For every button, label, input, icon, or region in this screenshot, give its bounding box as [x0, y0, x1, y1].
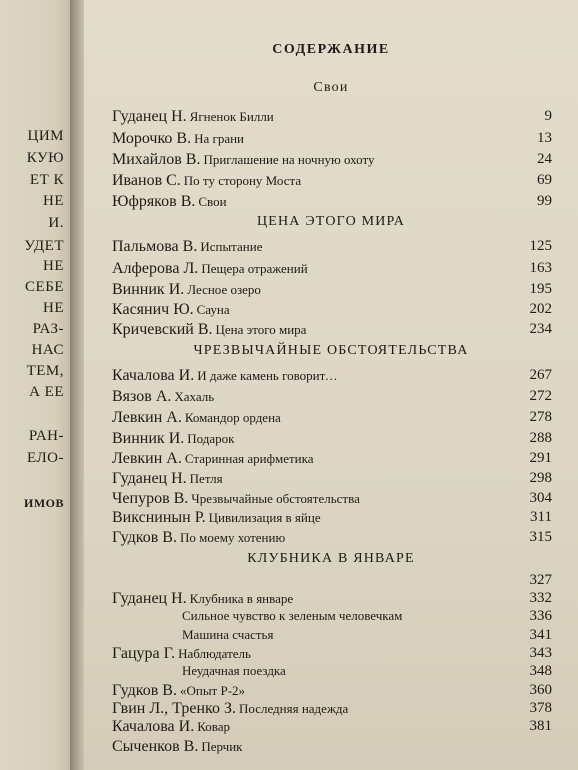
entry-title: Старинная арифметика [184, 451, 314, 466]
entry-page: 298 [529, 470, 552, 486]
toc-entry [182, 608, 552, 626]
entry-title: Командор ордена [184, 410, 281, 425]
entry-author: Иванов С. [112, 172, 181, 189]
left-text-fragment: ЕЛО- [27, 450, 64, 466]
toc-entry [112, 682, 552, 700]
left-text-fragment: НЕ [43, 300, 64, 316]
left-text-fragment: А ЕЕ [29, 384, 64, 400]
entry-page: 272 [529, 388, 552, 404]
entry-author: Гвин Л., Тренко З. [112, 700, 236, 717]
toc-entry [112, 193, 552, 211]
left-text-fragment: ИМОВ [24, 496, 64, 510]
toc-entry [112, 738, 552, 756]
entry-author: Гудков В. [112, 529, 177, 546]
toc-entry [112, 700, 552, 718]
entry-title: Чрезвычайные обстоятельства [191, 491, 360, 506]
entry-title: Ягненок Билли [189, 109, 274, 124]
entry-title: Неудачная поездка [182, 663, 286, 678]
entry-author: Чепуров В. [112, 490, 189, 507]
entry-dots: ... [325, 368, 339, 383]
left-text-fragment: И. [48, 215, 64, 231]
toc-entry [112, 130, 552, 148]
entry-page: 163 [529, 260, 552, 276]
entry-page: 267 [529, 367, 552, 383]
entry-title: Подарок [187, 431, 235, 446]
toc-entry [182, 663, 552, 681]
toc-entry [112, 108, 552, 126]
left-text-fragment: НЕ [43, 258, 64, 274]
entry-title: «Опыт Р-2» [179, 683, 246, 698]
entry-page: 381 [529, 718, 552, 734]
toc-entry [112, 409, 552, 427]
entry-author: Пальмова В. [112, 238, 198, 255]
toc-entry [112, 529, 552, 547]
entry-title: Машина счастья [182, 627, 274, 642]
entry-page: 311 [530, 509, 552, 525]
entry-page: 332 [529, 590, 552, 606]
entry-title: Цена этого мира [215, 322, 307, 337]
entry-author: Кричевский В. [112, 321, 213, 338]
entry-title: Сауна [196, 302, 230, 317]
toc-entry [112, 321, 552, 339]
entry-page: 378 [529, 700, 552, 716]
entry-title: Клубника в январе [189, 591, 294, 606]
entry-author: Михайлов В. [112, 151, 201, 168]
toc-entry [112, 367, 552, 385]
entry-title: Пещера отражений [201, 261, 308, 276]
toc-entry [112, 645, 552, 663]
left-text-fragment: СЕБЕ [25, 279, 64, 295]
entry-title: По ту сторону Моста [183, 173, 302, 188]
toc-entry [112, 301, 552, 319]
entry-author: Юфряков В. [112, 193, 196, 210]
entry-author: Левкин А. [112, 409, 182, 426]
entry-author: Касянич Ю. [112, 301, 194, 318]
toc-entry [112, 238, 552, 256]
toc-entry [182, 627, 552, 645]
entry-title: Ковар [197, 719, 230, 734]
contents-page [84, 0, 578, 770]
entry-author: Качалова И. [112, 718, 195, 735]
toc-entry [112, 572, 552, 590]
entry-author: Гуданец Н. [112, 108, 187, 125]
toc-entry [112, 450, 552, 468]
toc-entry [112, 151, 552, 169]
entry-page: 202 [529, 301, 552, 317]
entry-title: Сильное чувство к зеленым человечкам [182, 608, 403, 623]
entry-page: 343 [529, 645, 552, 661]
section-title: ЧРЕЗВЫЧАЙНЫЕ ОБСТОЯТЕЛЬСТВА [193, 343, 469, 358]
entry-title: Испытание [200, 239, 263, 254]
entry-page: 348 [529, 663, 552, 679]
entry-page: 234 [529, 321, 552, 337]
entry-author: Винник И. [112, 430, 185, 447]
toc-entry [112, 470, 552, 488]
toc-entry [112, 509, 552, 527]
entry-author: Гуданец Н. [112, 590, 187, 607]
entry-author: Викснинын Р. [112, 509, 206, 526]
entry-author: Винник И. [112, 281, 185, 298]
entry-title: Петля [189, 471, 223, 486]
entry-page: 291 [529, 450, 552, 466]
entry-title: Цивилизация в яйце [208, 510, 321, 525]
entry-author: Морочко В. [112, 130, 192, 147]
entry-title: Наблюдатель [178, 646, 251, 661]
entry-title: Последняя надежда [238, 701, 349, 716]
left-text-fragment: УДЕТ [24, 238, 64, 254]
left-text-fragment: КУЮ [26, 150, 64, 166]
entry-page: 24 [537, 151, 552, 167]
entry-author: Вязов А. [112, 388, 172, 405]
left-text-fragment: НАС [31, 342, 64, 358]
entry-author: Гуданец Н. [112, 470, 187, 487]
entry-author: Левкин А. [112, 450, 182, 467]
toc-entry [112, 260, 552, 278]
left-text-fragment: ЦИМ [27, 128, 64, 144]
section-title: ЦЕНА ЭТОГО МИРА [256, 214, 406, 229]
entry-title: Приглашение на ночную охоту [203, 152, 375, 167]
left-text-fragment: ТЕМ, [26, 363, 64, 379]
entry-author: Гацура Г. [112, 645, 176, 662]
entry-page: 341 [529, 627, 552, 643]
entry-author: Гудков В. [112, 682, 177, 699]
toc-entry [112, 388, 552, 406]
entry-title: И даже камень говорит [197, 368, 326, 383]
entry-title: Перчик [201, 739, 243, 754]
book-gutter [70, 0, 84, 770]
section-title: Свои [313, 80, 349, 95]
left-text-fragment: ЕТ К [29, 172, 64, 188]
entry-page: 99 [537, 193, 552, 209]
entry-page: 69 [537, 172, 552, 188]
entry-page: 9 [544, 108, 552, 124]
entry-page: 360 [529, 682, 552, 698]
section-title: КЛУБНИКА В ЯНВАРЕ [247, 551, 415, 566]
entry-title: На грани [194, 131, 245, 146]
entry-title: Лесное озеро [187, 282, 261, 297]
left-text-fragment: РАН- [28, 428, 64, 444]
entry-title: Хахаль [174, 389, 215, 404]
entry-page: 278 [529, 409, 552, 425]
toc-entry [112, 718, 552, 736]
entry-page: 327 [529, 572, 552, 588]
left-text-fragment: НЕ [43, 193, 64, 209]
entry-page: 125 [529, 238, 552, 254]
toc-entry [112, 281, 552, 299]
entry-title: По моему хотению [179, 530, 286, 545]
entry-title: Свои [198, 194, 227, 209]
entry-page: 304 [529, 490, 552, 506]
page-title: СОДЕРЖАНИЕ [272, 42, 390, 57]
entry-page: 288 [529, 430, 552, 446]
entry-page: 315 [529, 529, 552, 545]
entry-author: Качалова И. [112, 367, 195, 384]
left-text-fragment: РАЗ- [32, 321, 64, 337]
entry-page: 336 [529, 608, 552, 624]
toc-entry [112, 490, 552, 508]
toc-entry [112, 590, 552, 608]
left-page-edge [0, 0, 70, 770]
entry-page: 195 [529, 281, 552, 297]
entry-author: Сыченков В. [112, 738, 199, 755]
entry-author: Алферова Л. [112, 260, 199, 277]
entry-page: 13 [537, 130, 552, 146]
toc-entry [112, 430, 552, 448]
toc-entry [112, 172, 552, 190]
